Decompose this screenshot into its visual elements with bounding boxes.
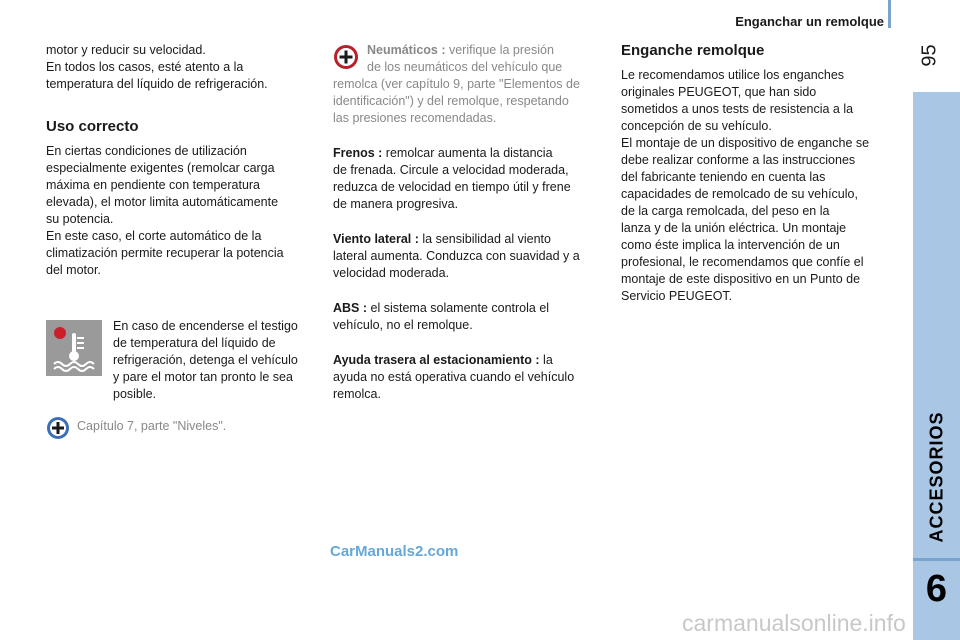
- body-line: elevada), el motor limita automáticamente: [46, 195, 279, 209]
- section-heading-uso-correcto: Uso correcto: [46, 118, 139, 135]
- intro-line: temperatura del líquido de refrigeración.: [46, 77, 268, 91]
- info-plus-icon: [333, 44, 357, 68]
- tyres-label: Neumáticos :: [367, 43, 446, 57]
- parking-aid-line: ayuda no está operativa cuando el vehículo: [333, 370, 575, 384]
- body-line: concepción de su vehículo.: [621, 119, 772, 133]
- section-label-text: ACCESORIOS: [926, 411, 946, 543]
- brakes-line: de manera progresiva.: [333, 197, 459, 211]
- warning-line: de temperatura del líquido de: [113, 336, 276, 350]
- warning-line: En caso de encenderse el testigo: [113, 319, 298, 333]
- watermark-carmanualsonline[interactable]: carmanualsonline.info: [682, 610, 906, 636]
- brakes-line: de frenada. Circule a velocidad moderada,: [333, 163, 569, 177]
- info-plus-icon: [46, 416, 70, 440]
- body-line: climatización permite recuperar la potencia: [46, 246, 284, 260]
- body-line: Le recomendamos utilice los enganches: [621, 68, 845, 82]
- intro-line: motor y reducir su velocidad.: [46, 43, 206, 57]
- abs-label: ABS :: [333, 301, 368, 315]
- wind-line: velocidad moderada.: [333, 266, 450, 280]
- chapter-number: 6: [925, 568, 948, 610]
- column-middle: [333, 42, 605, 403]
- brakes-line: remolcar aumenta la distancia: [382, 146, 553, 160]
- body-line: En ciertas condiciones de utilización: [46, 144, 247, 158]
- tyres-block: [333, 42, 605, 127]
- tyres-line: identificación") y del remolque, respetando: [333, 94, 569, 108]
- body-line: del fabricante teniendo en cuenta las: [621, 170, 826, 184]
- tyres-line: las presiones recomendadas.: [333, 111, 497, 125]
- intro-line: En todos los casos, esté atento a la: [46, 60, 244, 74]
- warning-line: posible.: [113, 387, 157, 401]
- warning-line: refrigeración, detenga el vehículo: [113, 353, 298, 367]
- body-line: debe realizar conforme a las instrucciones: [621, 153, 856, 167]
- body-line: sometidos a unos tests de resistencia a la: [621, 102, 854, 116]
- header-rule: [888, 0, 891, 28]
- brakes-label: Frenos :: [333, 146, 383, 160]
- body-line: montaje de este dispositivo en un Punto de: [621, 272, 861, 286]
- wind-line: la sensibilidad al viento: [418, 232, 551, 246]
- body-line: de la carga remolcada, del peso en la: [621, 204, 830, 218]
- chapter-side-tab: [913, 92, 960, 640]
- body-line: como éste implica la intervención de un: [621, 238, 840, 252]
- parking-aid-label: Ayuda trasera al estacionamiento :: [333, 353, 540, 367]
- body-line: El montaje de un dispositivo de enganche se: [621, 136, 870, 150]
- column-right: [621, 42, 901, 305]
- tyres-line: de los neumáticos del vehículo que: [367, 60, 563, 74]
- body-line: Servicio PEUGEOT.: [621, 289, 733, 303]
- page-number: 95: [918, 44, 941, 67]
- section-heading-enganche-remolque: Enganche remolque: [621, 42, 765, 59]
- tyres-line: remolca (ver capítulo 9, parte "Elementos de: [333, 77, 580, 91]
- body-line: máxima en pendiente con temperatura: [46, 178, 261, 192]
- abs-line: vehículo, no el remolque.: [333, 318, 473, 332]
- body-line: En este caso, el corte automático de la: [46, 229, 262, 243]
- watermark-carmanuals[interactable]: CarManuals2.com: [330, 543, 459, 560]
- warning-text: [113, 318, 318, 403]
- chapter-divider: [913, 558, 960, 561]
- warning-line: y pare el motor tan pronto le sea: [113, 370, 293, 384]
- body-line: del motor.: [46, 263, 101, 277]
- tyres-line: verifique la presión: [445, 43, 554, 57]
- wind-line: lateral aumenta. Conduzca con suavidad y a: [333, 249, 580, 263]
- page-header-title: Enganchar un remolque: [735, 14, 884, 29]
- brakes-line: reduzca de velocidad en tiempo útil y frene: [333, 180, 571, 194]
- coolant-temperature-warning-icon: [46, 320, 102, 376]
- body-line: profesional, le recomendamos que confíe el: [621, 255, 864, 269]
- parking-aid-line: remolca.: [333, 387, 381, 401]
- body-line: originales PEUGEOT, que han sido: [621, 85, 817, 99]
- body-line: su potencia.: [46, 212, 114, 226]
- column-left: [46, 42, 316, 279]
- wind-label: Viento lateral :: [333, 232, 419, 246]
- parking-aid-line: la: [539, 353, 553, 367]
- abs-line: el sistema solamente controla el: [367, 301, 550, 315]
- note-text: Capítulo 7, parte "Niveles".: [77, 419, 227, 433]
- body-line: lanza y de la unión eléctrica. Un montaje: [621, 221, 847, 235]
- body-line: capacidades de remolcado de su vehículo,: [621, 187, 858, 201]
- body-line: especialmente exigentes (remolcar carga: [46, 161, 275, 175]
